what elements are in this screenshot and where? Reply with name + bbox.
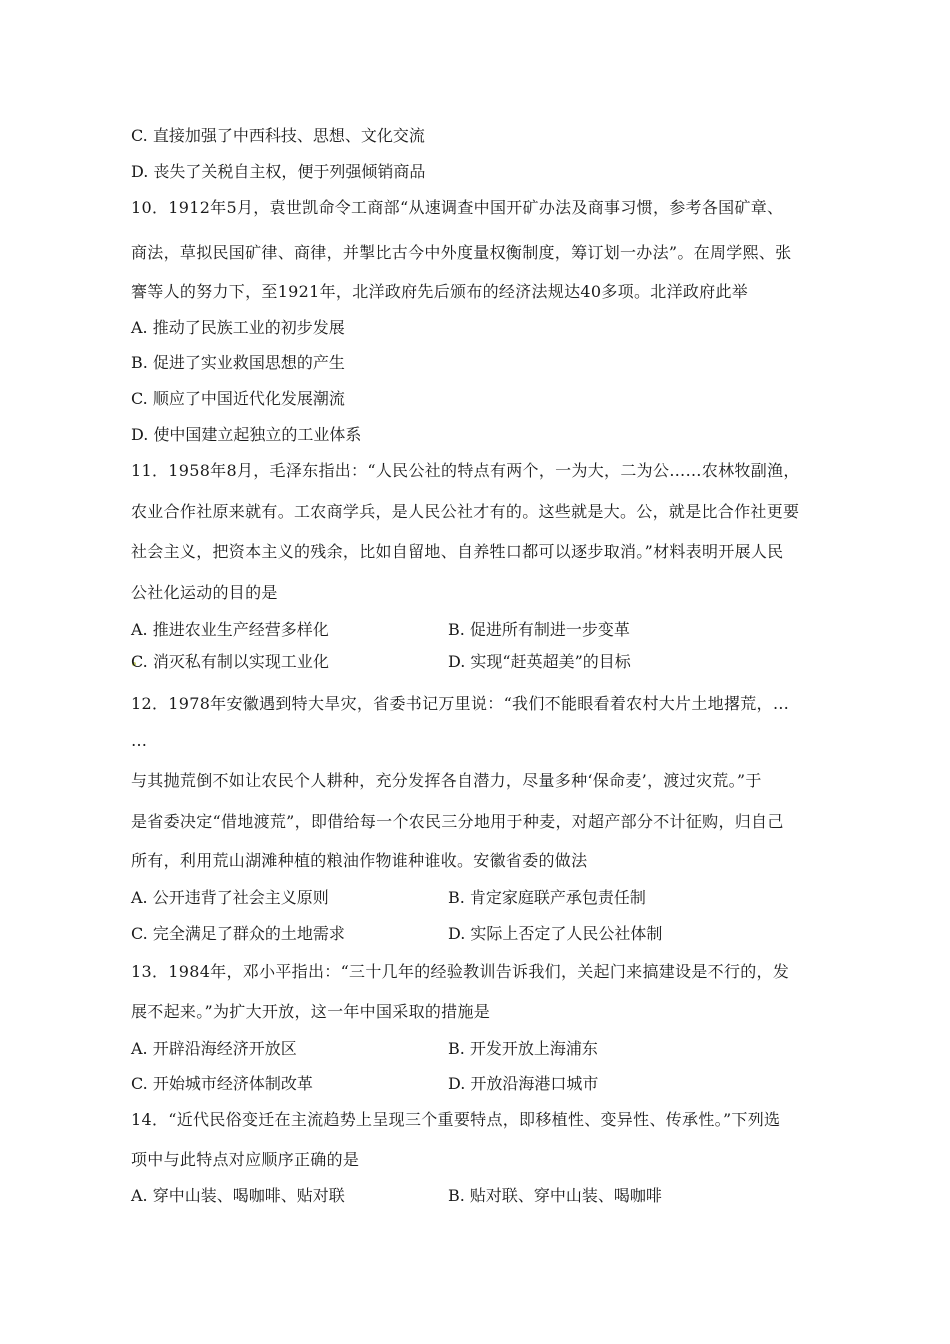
q13-stem-line-2: 展不起来。”为扩大开放，这一年中国采取的措施是 <box>131 1002 491 1021</box>
q12-option-a: A. 公开违背了社会主义原则 <box>131 888 329 907</box>
q9-option-c: C. 直接加强了中西科技、思想、文化交流 <box>131 126 425 145</box>
q14-stem-line-2: 项中与此特点对应顺序正确的是 <box>131 1150 360 1169</box>
q14-stem-line-1: 14．“近代民俗变迁在主流趋势上呈现三个重要特点，即移植性、变异性、传承性。”下列选 <box>131 1110 781 1129</box>
q11-option-d: D. 实现“赶英超美”的目标 <box>448 652 631 671</box>
q12-stem-line-5: 所有，利用荒山湖滩种植的粮油作物谁种谁收。安徽省委的做法 <box>131 851 588 870</box>
q10-stem-line-1: 10．1912年5月，袁世凯命令工商部“从速调查中国开矿办法及商事习惯，参考各国矿章、 <box>131 198 784 217</box>
q12-stem-line-1: 12．1978年安徽遇到特大旱灾，省委书记万里说：“我们不能眼看着农村大片土地撂荒，… <box>131 694 790 713</box>
q13-option-a: A. 开辟沿海经济开放区 <box>131 1039 297 1058</box>
q11-stem-line-3: 社会主义，把资本主义的残余，比如自留地、自养牲口都可以逐步取消。”材料表明开展人民 <box>131 542 784 561</box>
q9-option-d: D. 丧失了关税自主权，便于列强倾销商品 <box>131 162 426 181</box>
q11-option-b: B. 促进所有制进一步变革 <box>448 620 630 639</box>
q12-stem-line-4: 是省委决定“借地渡荒”，即借给每一个农民三分地用于种麦，对超产部分不计征购，归自己 <box>131 812 784 831</box>
q11-stem-line-2: 农业合作社原来就有。工农商学兵，是人民公社才有的。这些就是大。公，就是比合作社更要 <box>131 502 800 521</box>
q11-stem-line-1: 11．1958年8月，毛泽东指出：“人民公社的特点有两个，一为大，二为公……农林牧副渔， <box>131 461 800 480</box>
q10-stem-line-3: 謇等人的努力下，至1921年，北洋政府先后颁布的经济法规达40多项。北洋政府此举 <box>131 282 749 301</box>
q12-stem-line-2: … <box>131 731 147 750</box>
q10-option-a: A. 推动了民族工业的初步发展 <box>131 318 345 337</box>
q13-option-c: C. 开始城市经济体制改革 <box>131 1074 313 1093</box>
q13-option-b: B. 开发开放上海浦东 <box>448 1039 598 1058</box>
q11-option-c: C. 消灭私有制以实现工业化 <box>131 652 329 671</box>
q10-option-b: B. 促进了实业救国思想的产生 <box>131 353 345 372</box>
q13-option-d: D. 开放沿海港口城市 <box>448 1074 599 1093</box>
q12-option-b: B. 肯定家庭联产承包责任制 <box>448 888 646 907</box>
q10-option-d: D. 使中国建立起独立的工业体系 <box>131 425 362 444</box>
q14-option-a: A. 穿中山装、喝咖啡、贴对联 <box>131 1186 345 1205</box>
q10-stem-line-2: 商法，草拟民国矿律、商律，并掣比古今中外度量权衡制度，筹订划一办法”。在周学熙、张 <box>131 243 792 262</box>
q12-stem-line-3: 与其抛荒倒不如让农民个人耕种，充分发挥各自潜力，尽量多种‘保命麦’，渡过灾荒。”于 <box>131 771 762 790</box>
q13-stem-line-1: 13．1984年，邓小平指出：“三十几年的经验教训告诉我们，关起门来搞建设是不行的，发 <box>131 962 790 981</box>
q11-option-a: A. 推进农业生产经营多样化 <box>131 620 329 639</box>
q12-option-c: C. 完全满足了群众的土地需求 <box>131 924 345 943</box>
q12-option-d: D. 实际上否定了人民公社体制 <box>448 924 663 943</box>
q14-option-b: B. 贴对联、穿中山装、喝咖啡 <box>448 1186 662 1205</box>
q11-stem-line-4: 公社化运动的目的是 <box>131 583 278 602</box>
q10-option-c: C. 顺应了中国近代化发展潮流 <box>131 389 345 408</box>
